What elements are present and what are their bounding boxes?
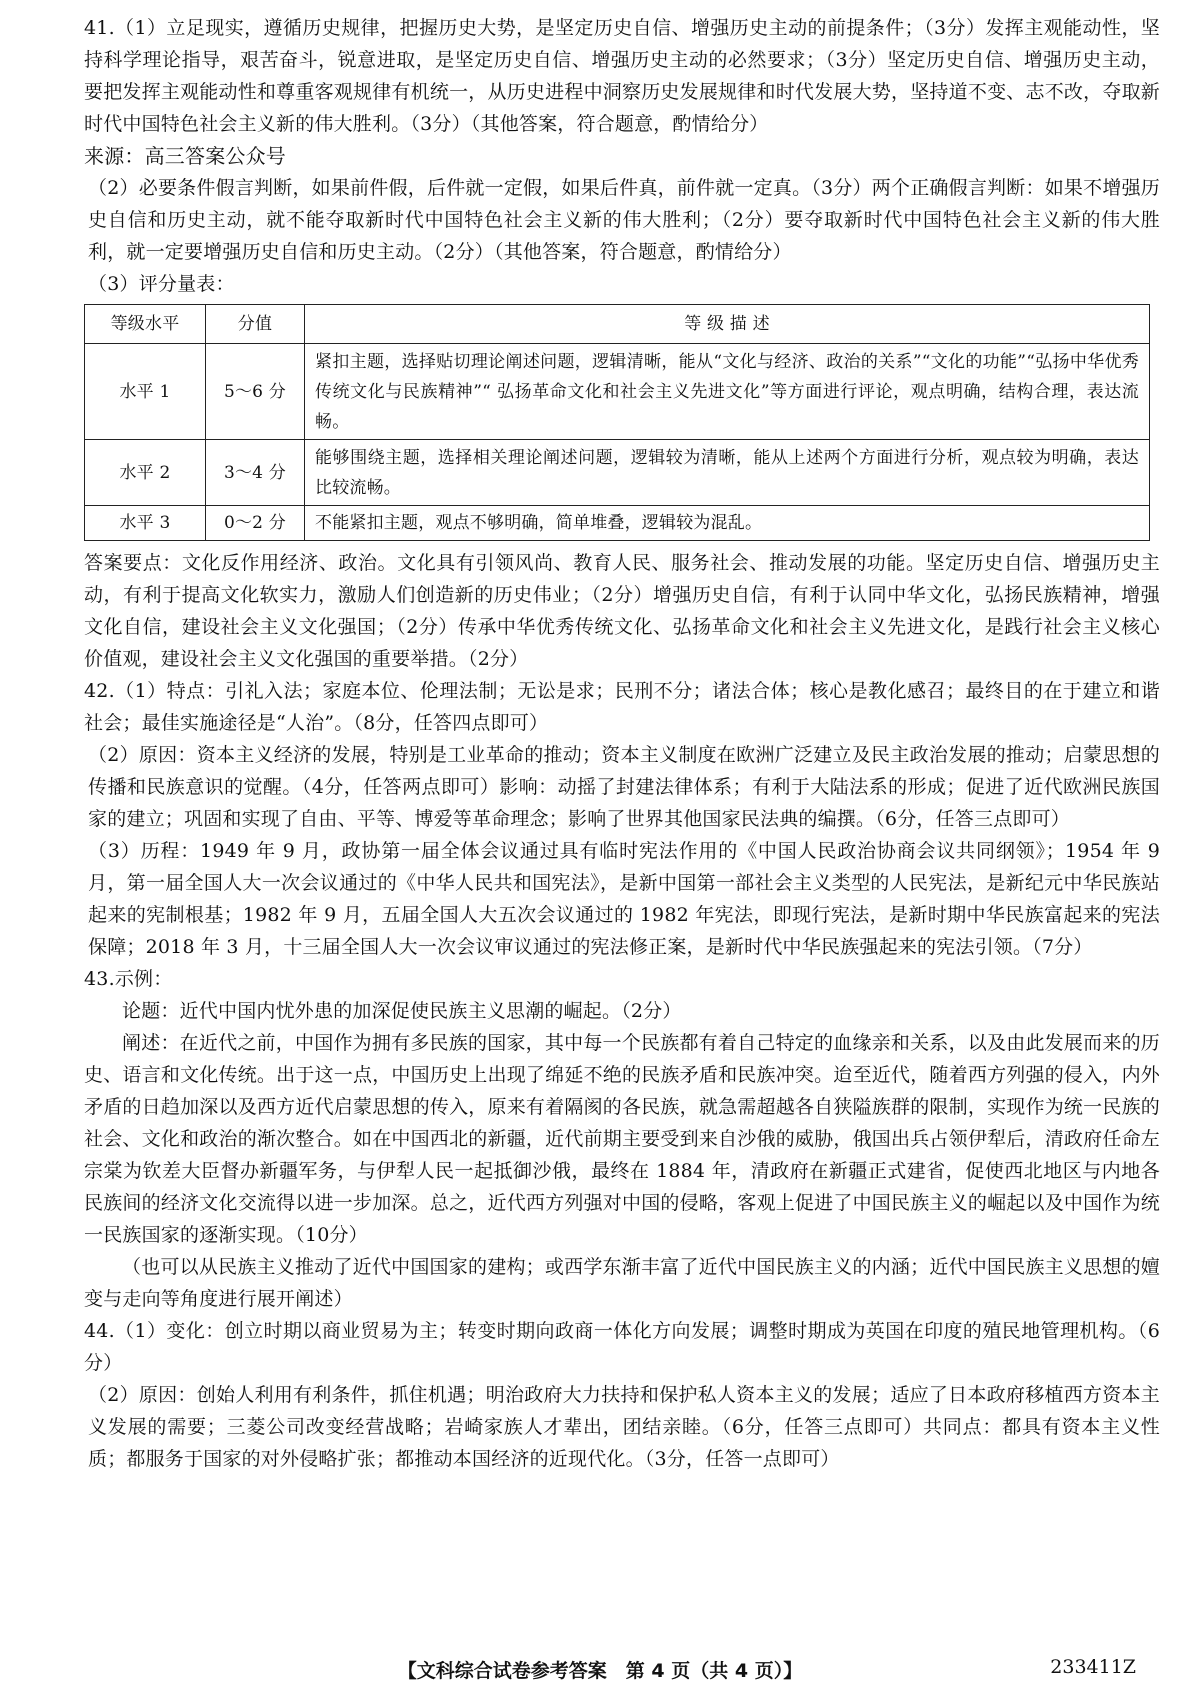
- header-score: 分值: [206, 305, 305, 344]
- header-description: 等 级 描 述: [305, 305, 1150, 344]
- q43-thesis: 论题：近代中国内忧外患的加深促使民族主义思潮的崛起。（2分）: [122, 1000, 682, 1022]
- q44-part1: 44.（1）变化：创立时期以商业贸易为主；转变时期向政商一体化方向发展；调整时期成为英国在印度的殖民地管理机构。（6分）: [84, 1320, 1160, 1374]
- table-header-row: [85, 305, 1150, 344]
- q41-key-points: 答案要点：文化反作用经济、政治。文化具有引领风尚、教育人民、服务社会、推动发展的功能。坚定历史自信、增强历史主动，有利于提高文化软实力，激励人们创造新的历史伟业；（2分）增强历史自信，有利于认同中华文化，弘扬民族精神，增强文化自信，建设社会主义文化强国；（2分）传承中华优秀传统文化、弘扬革命文化和社会主义先进文化，是践行社会主义核心价值观，建设社会主义文化强国的重要举措。（2分）: [84, 552, 1160, 670]
- question-42: [84, 675, 1160, 963]
- description-cell: 紧扣主题，选择贴切理论阐述问题，逻辑清晰，能从“文化与经济、政治的关系”“文化的功能”“弘扬中华优秀传统文化与民族精神”“ 弘扬革命文化和社会主义先进文化”等方面进行评论，观点明确，结构合理，表达流畅。: [305, 344, 1150, 440]
- q43-heading: 43.示例：: [84, 968, 173, 990]
- footer-title: 【文科综合试卷参考答案 第 4 页（共 4 页）】: [397, 1660, 803, 1682]
- q43-argument: 阐述：在近代之前，中国作为拥有多民族的国家，其中每一个民族都有着自己特定的血缘亲和关系，以及由此发展而来的历史、语言和文化传统。出于这一点，中国历史上出现了绵延不绝的民族矛盾和民族冲突。迨至近代，随着西方列强的侵入，内外矛盾的日趋加深以及西方近代启蒙思想的传入，原来有着隔阂的各民族，就急需超越各自狭隘族群的限制，实现作为统一民族的社会、文化和政治的渐次整合。如在中国西北的新疆，近代前期主要受到来自沙俄的威胁，俄国出兵占领伊犁后，清政府任命左宗棠为钦差大臣督办新疆军务，与伊犁人民一起抵御沙俄，最终在 1884 年，清政府在新疆正式建省，促使西北地区与内地各民族间的经济文化交流得以进一步加深。总之，近代西方列强对中国的侵略，客观上促进了中国民族主义的崛起以及中国作为统一民族国家的逐渐实现。（10分）: [84, 1032, 1160, 1246]
- q44-part2: （2）原因：创始人利用有利条件，抓住机遇；明治政府大力扶持和保护私人资本主义的发展；适应了日本政府移植西方资本主义发展的需要；三菱公司改变经营战略；岩崎家族人才辈出，团结亲睦。（6分，任答三点即可）共同点：都具有资本主义性质；都服务于国家的对外侵略扩张；都推动本国经济的近现代化。（3分，任答一点即可）: [88, 1384, 1160, 1470]
- q42-part3: （3）历程：1949 年 9 月，政协第一届全体会议通过具有临时宪法作用的《中国人民政治协商会议共同纲领》；1954 年 9 月，第一届全国人大一次会议通过的《中华人民共和国宪法》，是新中国第一部社会主义类型的人民宪法，是新纪元中华民族站起来的宪制根基；1982 年 9 月，五届全国人大五次会议通过的 1982 年宪法，即现行宪法，是新时期中华民族富起来的宪法保障；2018 年 3 月，十三届全国人大一次会议审议通过的宪法修正案，是新时代中华民族强起来的宪法引领。（7分）: [88, 840, 1160, 958]
- page-footer: [0, 1656, 1200, 1686]
- table-row: [85, 506, 1150, 541]
- q42-part2: （2）原因：资本主义经济的发展，特别是工业革命的推动；资本主义制度在欧洲广泛建立及民主政治发展的推动；启蒙思想的传播和民族意识的觉醒。（4分，任答两点即可）影响：动摇了封建法律体系；有利于大陆法系的形成；促进了近代欧洲民族国家的建立；巩固和实现了自由、平等、博爱等革命理念；影响了世界其他国家民法典的编撰。（6分，任答三点即可）: [88, 744, 1160, 830]
- description-cell: 不能紧扣主题，观点不够明确，简单堆叠，逻辑较为混乱。: [305, 506, 1150, 541]
- q41-part1: 41.（1）立足现实，遵循历史规律，把握历史大势，是坚定历史自信、增强历史主动的前提条件；（3分）发挥主观能动性，坚持科学理论指导，艰苦奋斗，锐意进取，是坚定历史自信、增强历史主动的必然要求；（3分）坚定历史自信、增强历史主动，要把发挥主观能动性和尊重客观规律有机统一，从历史进程中洞察历史发展规律和时代发展大势，坚持道不变、志不改，夺取新时代中国特色社会主义新的伟大胜利。（3分）（其他答案，符合题意，酌情给分）: [84, 17, 1160, 135]
- paper-code: 233411Z: [1050, 1656, 1136, 1678]
- q41-part2: （2）必要条件假言判断，如果前件假，后件就一定假，如果后件真，前件就一定真。（3分）两个正确假言判断：如果不增强历史自信和历史主动，就不能夺取新时代中国特色社会主义新的伟大胜利；（2分）要夺取新时代中国特色社会主义新的伟大胜利，就一定要增强历史自信和历史主动。（2分）（其他答案，符合题意，酌情给分）: [88, 177, 1160, 263]
- scoring-rubric-table: [84, 304, 1150, 541]
- table-row: [85, 440, 1150, 506]
- question-41: [84, 12, 1160, 675]
- description-cell: 能够围绕主题，选择相关理论阐述问题，逻辑较为清晰，能从上述两个方面进行分析，观点较为明确，表达比较流畅。: [305, 440, 1150, 506]
- header-level: 等级水平: [85, 305, 206, 344]
- level-cell: 水平 2: [85, 440, 206, 506]
- level-cell: 水平 3: [85, 506, 206, 541]
- answer-content: [84, 12, 1160, 1475]
- level-cell: 水平 1: [85, 344, 206, 440]
- question-43: [84, 963, 1160, 1315]
- question-44: [84, 1315, 1160, 1475]
- table-row: [85, 344, 1150, 440]
- q43-note: （也可以从民族主义推动了近代中国国家的建构；或西学东渐丰富了近代中国民族主义的内涵；近代中国民族主义思想的嬗变与走向等角度进行展开阐述）: [84, 1256, 1160, 1310]
- source-note: 来源：高三答案公众号: [84, 144, 286, 168]
- score-cell: 3～4 分: [206, 440, 305, 506]
- q41-part3-title: （3）评分量表：: [88, 273, 235, 295]
- score-cell: 5～6 分: [206, 344, 305, 440]
- q42-part1: 42.（1）特点：引礼入法；家庭本位、伦理法制；无讼是求；民刑不分；诸法合体；核心是教化感召；最终目的在于建立和谐社会；最佳实施途径是“人治”。（8分，任答四点即可）: [84, 680, 1160, 734]
- score-cell: 0～2 分: [206, 506, 305, 541]
